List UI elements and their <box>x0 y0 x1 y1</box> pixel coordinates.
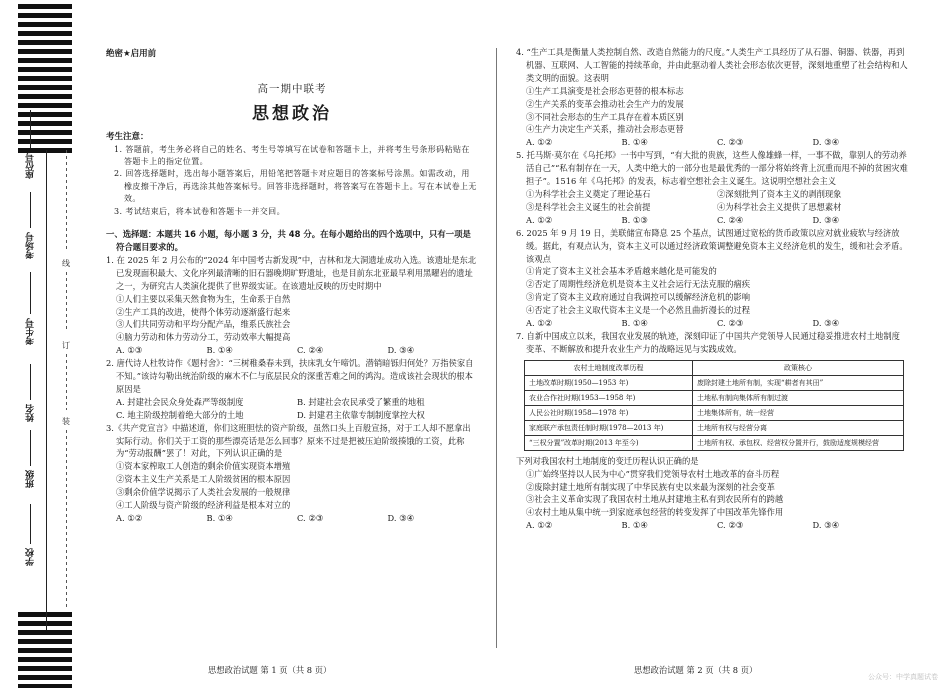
question-5-option: ③是科学社会主义诞生的社会前提 <box>526 201 651 212</box>
exam-no-label: 考生号 <box>26 318 36 345</box>
seat-label: 座位号 <box>26 152 36 179</box>
page-2 <box>516 40 908 532</box>
question-3-option: ③剩余价值学说揭示了人类社会发展的一般规律 <box>116 487 291 498</box>
table-header-cell: 农村土地制度改革历程 <box>525 360 693 375</box>
question-4-stem: 4. “生产工具是衡量人类控制自然、改造自然能力的尺度。”人类生产工具经历了从石器、铜器、铁器，再到机器、互联网、人工智能的持续革命，并由此驱动着人类社会形态依次更替，深刻地重塑了社会结构和人类文明的面貌。这表明 <box>516 47 908 83</box>
question-1-option: ③人们共同劳动和平均分配产品，维系氏族社会 <box>116 319 291 330</box>
choice-a[interactable]: A. ①② <box>526 318 553 329</box>
question-5-options-row2 <box>516 201 908 214</box>
binding-stripe <box>18 657 72 662</box>
choice-b[interactable]: B. ①④ <box>621 318 648 329</box>
school-label: 学校 <box>26 548 36 566</box>
question-3-choices <box>106 512 478 525</box>
table-cell: 土地集体所有，统一经营 <box>693 405 904 420</box>
binding-line <box>46 150 47 630</box>
question-4-option: ①生产工具演变是社会形态更替的根本标志 <box>526 85 684 96</box>
choice-b[interactable]: B. ①④ <box>206 345 233 356</box>
table-row <box>525 435 904 450</box>
room-blank[interactable] <box>30 192 31 228</box>
question-4-choices <box>516 136 908 149</box>
binding-stripe <box>18 139 72 144</box>
question-5-stem: 5. 托马斯·莫尔在《乌托邦》一书中写到，“有大批的贵族，这些人像雄蜂一样，一事不做，靠别人的劳动养活自己”“私有制存在一天，人类中绝大的一部分也是最优秀的一部分将始终背上沉重而甩不掉的贫困灾难担子”。1516 年《乌托邦》的发表，标志着空想社会主义诞生。这说明空想社会主义 <box>516 150 908 187</box>
question-2-choices-row2 <box>106 409 478 422</box>
table-header-cell: 政策核心 <box>693 360 904 375</box>
binding-char-zhuang: 装 <box>62 417 70 426</box>
table-cell: “三权分置”改革时期(2013 年至今) <box>525 435 693 450</box>
question-6-stem: 6. 2025 年 9 月 19 日，美联储宣布降息 25 个基点，试图通过宽松的货币政策以应对就业疲软与经济放缓。据此，有观点认为，资本主义可以通过经济政策调整避免资本主义经济危机的发生，缓和社会矛盾。该观点 <box>516 227 908 264</box>
binding-stripe <box>18 639 72 644</box>
binding-char-xian: 线 <box>62 259 70 268</box>
question-3-option: ②资本主义生产关系是工人阶级贫困的根本原因 <box>116 474 291 485</box>
page-1 <box>106 40 478 525</box>
question-6-choices <box>516 317 908 330</box>
choice-c[interactable]: C. ②③ <box>717 520 744 531</box>
question-3-option: ④工人阶级与资产阶级的经济利益是根本对立的 <box>116 500 291 511</box>
choice-c[interactable]: C. 地主阶级控制着绝大部分的土地 <box>116 409 244 420</box>
binding-stripe <box>18 684 72 688</box>
choice-c[interactable]: C. ②③ <box>717 318 744 329</box>
table-header-row <box>525 360 904 375</box>
choice-b[interactable]: B. ①④ <box>621 137 648 148</box>
page-divider <box>496 48 497 648</box>
binding-stripe <box>18 4 72 9</box>
question-7-option: ①广始终坚持以人民为中心”贯穿我们党领导农村土地改革的奋斗历程 <box>526 468 780 479</box>
question-3-stem: 3.《共产党宣言》中描述道，你们这班胆怯的资产阶级，虽然口头上百般宣扬，对于工人却不愿拿出实际行动。你们关于工资的那些漂亮话是怎么回事？原来不过是把被压迫阶级揍饿的工资，此称为“劳动报酬”罢了！对此，下列认识正确的是 <box>106 422 471 459</box>
choice-a[interactable]: A. ①② <box>116 513 143 523</box>
binding-stripe <box>18 67 72 72</box>
binding-stripe <box>18 621 72 626</box>
notice-item: 1. 答题前，考生务必将自己的姓名、考生号等填写在试卷和答题卡上，并将考生号条形码粘贴在答题卡上的指定位置。 <box>114 144 470 167</box>
binding-stripe <box>18 630 72 635</box>
question-2-choices-row1 <box>106 396 478 409</box>
table-cell: 家庭联产承包责任制时期(1978—2013 年) <box>525 420 693 435</box>
page-2-footer: 思想政治试题 第 2 页（共 8 页） <box>634 665 758 675</box>
table-row <box>525 375 904 390</box>
binding-stripe <box>18 648 72 653</box>
choice-d[interactable]: D. ③④ <box>812 214 840 225</box>
table-cell: 农业合作社时期(1953—1958 年) <box>525 390 693 405</box>
question-5-choices <box>516 214 908 227</box>
choice-b[interactable]: B. ①③ <box>621 214 648 225</box>
question-1-option: ①人们主要以采集天然食物为生，生命系于自然 <box>116 293 291 304</box>
binding-stripe <box>18 675 72 680</box>
question-7-stem: 7. 自新中国成立以来，我国农业发展的轨迹，深刻印证了中国共产党领导人民通过稳妥推进农村土地制度变革、不断解放和提升农业生产力的战略远见与实践成效。 <box>516 330 900 354</box>
binding-stripe <box>18 94 72 99</box>
table-cell: 土地改革时期(1950—1953 年) <box>525 375 693 390</box>
question-7-prompt: 下列对我国农村土地制度的变迁历程认识正确的是 <box>516 455 699 466</box>
cut-line-bottom <box>66 430 67 610</box>
question-5-option: ①为科学社会主义奠定了理论基石 <box>526 188 651 199</box>
notice-item: 3. 考试结束后，将本试卷和答题卡一并交回。 <box>114 206 285 216</box>
watermark: 公众号：中学真题试卷 <box>868 673 938 681</box>
seat-blank[interactable] <box>30 110 31 148</box>
question-7-option: ④农村土地从集中统一到家庭承包经营的转变发挥了中国改革先锋作用 <box>526 507 784 518</box>
secret-mark: 绝密★启用前 <box>106 49 157 59</box>
question-4-option: ③不同社会形态的生产工具存在着本质区别 <box>526 111 684 122</box>
binding-stripe <box>18 666 72 671</box>
binding-stripe <box>18 121 72 126</box>
question-1-option: ②生产工具的改进，使得个体劳动逐渐盛行起来 <box>116 306 291 317</box>
cut-line-lower <box>66 354 67 410</box>
binding-stripe <box>18 49 72 54</box>
table-cell: 土地所有权与经营分离 <box>693 420 904 435</box>
page-1-footer: 思想政治试题 第 1 页（共 8 页） <box>208 665 332 675</box>
question-7-choices <box>516 519 908 532</box>
question-5-option: ②深刻批判了资本主义的剥削现象 <box>717 188 842 199</box>
choice-a[interactable]: A. ①② <box>526 137 553 148</box>
choice-a[interactable]: A. ①② <box>526 520 553 531</box>
choice-a[interactable]: A. ①③ <box>116 345 143 356</box>
binding-stripe <box>18 612 72 617</box>
choice-b[interactable]: B. ①④ <box>621 520 648 531</box>
table-cell: 人民公社时期(1958—1978 年) <box>525 405 693 420</box>
choice-d[interactable]: D. 封建君主依靠专制制度掌控大权 <box>297 409 425 420</box>
question-4-option: ④生产力决定生产关系，推动社会形态更替 <box>526 124 684 135</box>
class-label: 班级 <box>26 470 36 488</box>
name-label: 姓名 <box>26 404 36 422</box>
table-cell: 土地所有权、承包权、经营权分置并行，鼓励适度规模经营 <box>693 435 904 450</box>
choice-c[interactable]: C. ②④ <box>297 345 324 356</box>
choice-b[interactable]: B. ①④ <box>206 513 233 523</box>
binding-char-ding: 订 <box>62 341 70 350</box>
choice-d[interactable]: D. ③④ <box>812 137 840 148</box>
question-3-option: ①资本家榨取工人创造的剩余价值实现资本增殖 <box>116 461 291 472</box>
table-cell: 废除封建土地所有制，实现“耕者有其田” <box>693 375 904 390</box>
question-4-option: ②生产关系的变革会推动社会生产力的发展 <box>526 98 684 109</box>
table-row <box>525 405 904 420</box>
choice-c[interactable]: C. ②③ <box>717 137 744 148</box>
school-blank[interactable] <box>30 504 31 544</box>
question-7-option: ③社会主义革命实现了我国农村土地从封建地主私有到农民所有的跨越 <box>526 494 784 505</box>
table-row <box>525 390 904 405</box>
binding-stripe <box>18 103 72 108</box>
question-5-options-row1 <box>516 188 908 201</box>
choice-b[interactable]: B. 封建社会农民承受了繁重的地租 <box>297 396 425 407</box>
land-reform-table <box>524 360 904 451</box>
name-blank[interactable] <box>30 364 31 400</box>
class-blank[interactable] <box>30 430 31 466</box>
question-6-option: ④否定了社会主义取代资本主义是一个必然且曲折漫长的过程 <box>526 305 751 316</box>
question-7-option: ②废除封建土地所有制实现了中华民族有史以来最为深刻的社会变革 <box>526 481 775 492</box>
binding-stripe <box>18 22 72 27</box>
binding-stripe <box>18 85 72 90</box>
notice-title: 考生注意： <box>106 131 149 142</box>
section-heading: 一、选择题：本题共 16 小题，每小题 3 分，共 48 分。在每小题给出的四个选项中，只有一项是符合题目要求的。 <box>106 229 471 252</box>
question-1-option: ④脑力劳动和体力劳动分工，劳动效率大幅提高 <box>116 332 291 343</box>
binding-strip <box>0 0 86 688</box>
binding-stripe <box>18 13 72 18</box>
question-1-choices <box>106 344 478 357</box>
binding-stripe <box>18 40 72 45</box>
cut-line-upper <box>66 150 67 250</box>
question-1-stem: 1. 在 2025 年 2 月公布的“2024 年中国考古新发现”中，吉林和龙大洞遗址成功入选。该遗址是东北已发现面积最大、文化序列最清晰的旧石器晚期旷野遗址，也是目前东北亚最早利用黑曜岩的遗址之一，为研究古人类演化提供了世界级实证。在该遗址反映的历史时期中 <box>106 254 477 291</box>
choice-d[interactable]: D. ③④ <box>812 318 840 329</box>
question-5-option: ④为科学社会主义提供了思想素材 <box>717 201 842 212</box>
question-6-option: ③肯定了资本主义政府通过自我调控可以缓解经济危机的影响 <box>526 292 751 303</box>
subject-title: 思想政治 <box>252 103 332 124</box>
question-6-option: ①肯定了资本主义社会基本矛盾越来越化是可能发的 <box>526 266 717 277</box>
choice-c[interactable]: C. ②③ <box>297 513 324 523</box>
table-cell: 土地私有制向集体所有制过渡 <box>693 390 904 405</box>
binding-stripe <box>18 58 72 63</box>
binding-stripe <box>18 130 72 135</box>
binding-stripe <box>18 112 72 117</box>
choice-d[interactable]: D. ③④ <box>812 520 840 531</box>
choice-a[interactable]: A. ①② <box>526 214 553 225</box>
question-2-stem: 2. 唐代诗人杜牧诗作《题村舍》：“三树稚桑春未到，扶床乳女午啼饥。潜销暗铄归何处？万指侯家自不知。”该诗勾勒出统治阶级的麻木不仁与底层民众的深重苦难之间的鸿沟。造成该社会现状的根本原因是 <box>106 358 474 394</box>
choice-d[interactable]: D. ③④ <box>387 345 415 356</box>
notice-item: 2. 回答选择题时，选出每小题答案后，用铅笔把答题卡对应题目的答案标号涂黑。如需改动，用橡皮擦干净后，再选涂其他答案标号。回答非选择题时，将答案写在答题卡上。写在本试卷上无效。 <box>114 169 477 204</box>
choice-c[interactable]: C. ②④ <box>717 214 744 225</box>
binding-stripe <box>18 31 72 36</box>
exam-no-blank[interactable] <box>30 272 31 314</box>
table-row <box>525 420 904 435</box>
cut-line-mid <box>66 272 67 332</box>
choice-a[interactable]: A. 封建社会民众身处森严等级制度 <box>116 396 244 407</box>
exam-name: 高一期中联考 <box>257 82 327 95</box>
room-label: 考场号 <box>26 232 36 259</box>
question-6-option: ②否定了周期性经济危机是资本主义社会运行无法克服的痼疾 <box>526 279 751 290</box>
binding-stripe <box>18 76 72 81</box>
choice-d[interactable]: D. ③④ <box>387 513 415 523</box>
